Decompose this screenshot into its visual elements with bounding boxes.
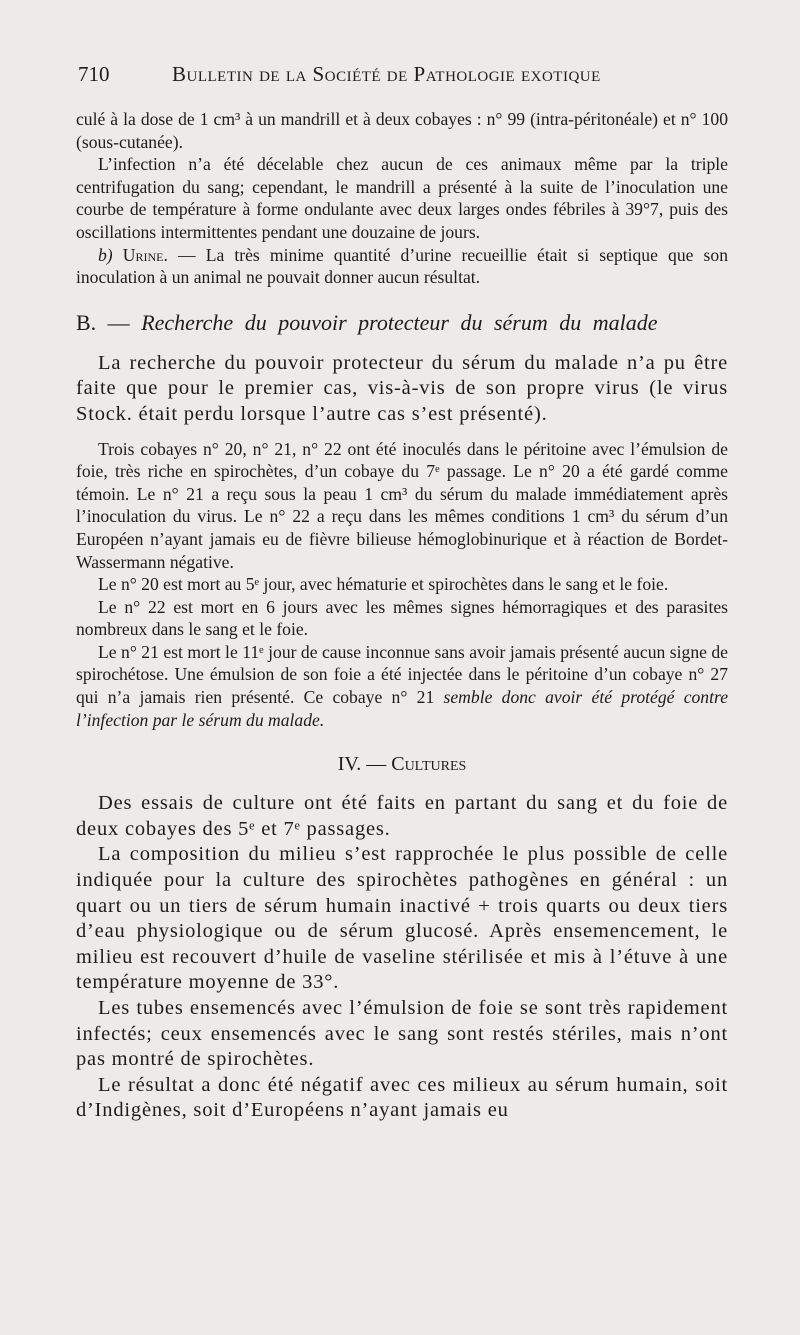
paragraph-n21 bbox=[76, 641, 728, 731]
section-iv-title: Cultures bbox=[391, 753, 467, 776]
item-text: . — La très minime quantité d’urine recueillie était si septique que son inoculation à un animal ne pouvait donner aucun résultat. bbox=[76, 244, 728, 288]
paragraph-medium: La composition du milieu s’est rapprochée le plus possible de celle indiquée pour la culture des spirochètes pathogènes en général : un quart ou un tiers de sérum humain inactivé + trois quarts ou deux tiers d’eau physiologique ou de sérum glucosé. Après ensemencement, le milieu est recouvert d’huile de vaseline stérilisée et mis à l’étuve à une température moyenne de 33°. bbox=[76, 843, 728, 994]
item-term: Urine bbox=[122, 244, 164, 265]
section-b-heading bbox=[76, 309, 728, 337]
paragraph-continuation: culé à la dose de 1 cm³ à un mandrill et à deux cobayes : n° 99 (intra-péritonéale) et n° 100 (sous-cutanée). bbox=[76, 109, 728, 152]
spacer bbox=[76, 428, 728, 438]
paragraph-urine bbox=[76, 244, 728, 289]
n21-text: Le n° 21 est mort le 11ᵉ jour de cause inconnue sans avoir jamais présenté aucun signe de spirochétose. Une émulsion de son foie a été injectée dans le péritoine d’un cobaye n° 27 qui n’a jamais rien présenté. Ce cobaye n° 21 bbox=[76, 641, 728, 708]
paragraph-tubes: Les tubes ensemencés avec l’émulsion de foie se sont très rapidement infectés; ceux ensemencés avec le sang sont restés stériles, mais n’ont pas montré de spirochètes. bbox=[76, 997, 728, 1071]
section-iv-number: IV. — bbox=[337, 753, 387, 776]
paragraph-n20: Le n° 20 est mort au 5ᵉ jour, avec hématurie et spirochètes dans le sang et le foie. bbox=[98, 574, 669, 595]
running-title: Bulletin de la Société de Pathologie exotique bbox=[172, 62, 601, 86]
paragraph-serum-research: La recherche du pouvoir protecteur du sérum du malade n’a pu être faite que pour le premier cas, vis-à-vis de son propre virus (le virus Stock. était perdu lorsque l’autre cas s’est présenté). bbox=[76, 351, 728, 425]
section-b-title: Recherche du pouvoir protecteur du sérum du malade bbox=[141, 309, 658, 335]
section-iv-heading bbox=[76, 751, 728, 777]
n21-conclusion: semble donc avoir été protégé contre l’infection par le sérum du malade. bbox=[76, 687, 728, 730]
paragraph-infection: L’infection n’a été décelable chez aucun de ces animaux même par la triple centrifugation du sang; cependant, le mandrill a présenté à la suite de l’inoculation une courbe de température à forme ondulante avec deux larges ondes fébriles à 39°7, puis des oscillations intermittentes pendant une douzaine de jours. bbox=[76, 154, 728, 242]
page-header bbox=[78, 62, 728, 92]
paragraph-n22: Le n° 22 est mort en 6 jours avec les mêmes signes hémorragiques et des parasites nombreux dans le sang et le foie. bbox=[76, 596, 728, 640]
paragraph-guinea-pigs: Trois cobayes n° 20, n° 21, n° 22 ont été inoculés dans le péritoine avec l’émulsion de foie, très riche en spirochètes, d’un cobaye du 7ᵉ passage. Le n° 20 a été gardé comme témoin. Le n° 21 a reçu sous la peau 1 cm³ du sérum du malade immédiatement après l’inoculation du virus. Le n° 22 a reçu dans les mêmes conditions 1 cm³ du sérum d’un Européen n’ayant jamais eu de fièvre bilieuse hémoglobinurique et à réaction de Bordet-Wassermann négative. bbox=[76, 438, 728, 572]
section-b-letter: B. — bbox=[76, 309, 130, 335]
item-label: b) bbox=[98, 244, 113, 265]
paragraph-culture-trials: Des essais de culture ont été faits en partant du sang et du foie de deux cobayes des 5ᵉ et 7ᵉ passages. bbox=[76, 792, 728, 840]
paragraph-result: Le résultat a donc été négatif avec ces milieux au sérum humain, soit d’Indigènes, soit d’Européens n’ayant jamais eu bbox=[76, 1073, 728, 1122]
page-number: 710 bbox=[78, 62, 110, 86]
page-body bbox=[76, 108, 728, 1124]
